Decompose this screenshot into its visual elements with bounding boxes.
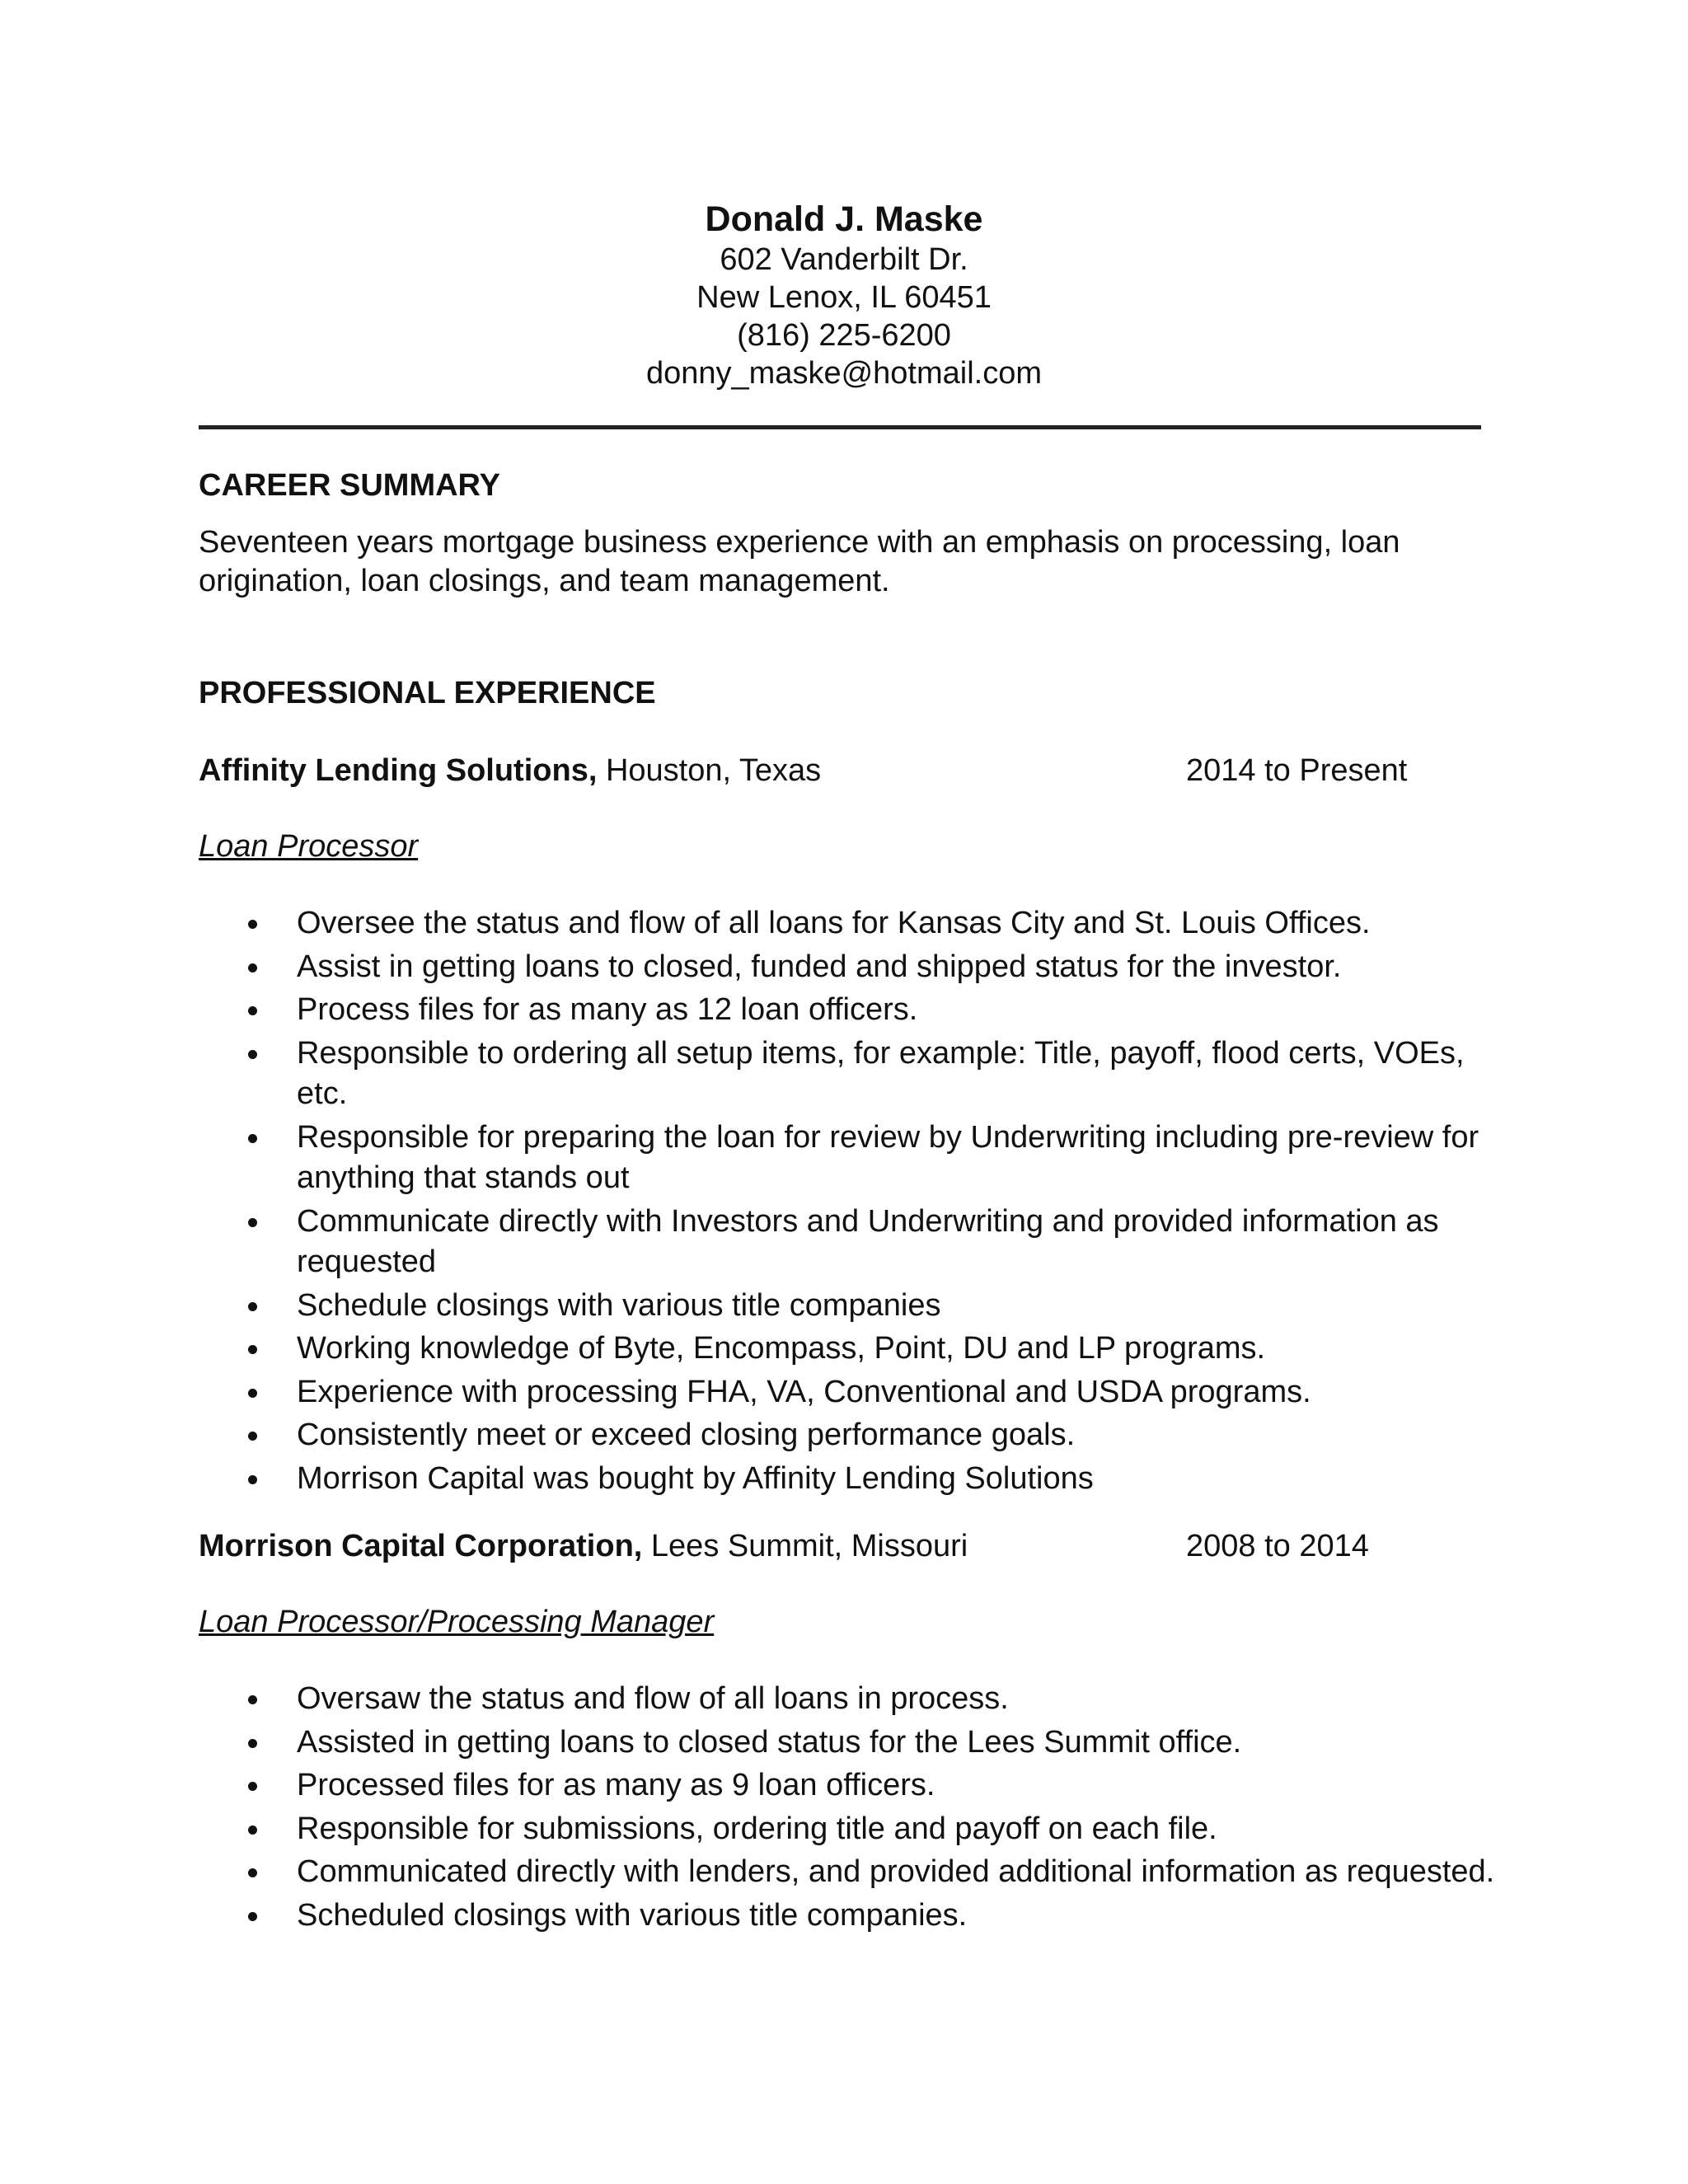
duty-list-item (199, 903, 1501, 944)
bullet-icon (248, 1695, 257, 1704)
duty-list-item (199, 1329, 1501, 1370)
bullet-icon (248, 1782, 257, 1791)
duty-list-item (199, 1033, 1501, 1115)
bullet-icon (248, 1134, 257, 1143)
duty-text: Responsible for preparing the loan for review by Underwriting including pre-review for anything that stands out (297, 1119, 1479, 1195)
duty-text: Responsible to ordering all setup items, for example: Title, payoff, flood certs, VOEs, etc. (297, 1035, 1465, 1111)
address-line-1: 602 Vanderbilt Dr. (720, 242, 968, 277)
bullet-icon (248, 1218, 257, 1227)
duty-text: Schedule closings with various title companies (297, 1287, 941, 1323)
duty-list-item (199, 1852, 1501, 1893)
duty-text: Processed files for as many as 9 loan officers. (297, 1768, 935, 1802)
career-summary-heading: CAREER SUMMARY (199, 468, 500, 503)
bullet-icon (248, 1345, 257, 1354)
career-summary-text: Seventeen years mortgage business experience with an emphasis on processing, loan origination, loan closings, and team management. (199, 525, 1400, 598)
duty-list-item (199, 1896, 1501, 1937)
duty-list-item (199, 1372, 1501, 1413)
address-line-2: New Lenox, IL 60451 (696, 280, 992, 315)
duty-list-item (199, 1415, 1501, 1456)
bullet-icon (248, 1302, 257, 1311)
job-header (199, 1527, 1517, 1565)
bullet-icon (248, 963, 257, 972)
company-name: Morrison Capital Corporation, (199, 1529, 643, 1563)
duty-text: Communicated directly with lenders, and provided additional information as requested. (297, 1854, 1495, 1889)
company-name: Affinity Lending Solutions, (199, 753, 598, 788)
duty-list-item (199, 990, 1501, 1031)
company-location: Lees Summit, Missouri (642, 1529, 968, 1563)
bullet-icon (248, 1050, 257, 1059)
duty-text: Working knowledge of Byte, Encompass, Point, DU and LP programs. (297, 1331, 1266, 1366)
email-address: donny_maske@hotmail.com (645, 356, 1042, 391)
duty-list-item (199, 947, 1501, 988)
duty-text: Process files for as many as 12 loan officers. (297, 992, 918, 1027)
bullet-icon (248, 1432, 257, 1441)
duty-list-item (199, 1679, 1501, 1720)
duty-list-item (199, 1118, 1501, 1199)
job-role: Loan Processor/Processing Manager (199, 1605, 715, 1639)
duty-text: Morrison Capital was bought by Affinity Lending Solutions (297, 1460, 1094, 1496)
duty-text: Oversaw the status and flow of all loans in process. (297, 1681, 1009, 1716)
job-dates: 2008 to 2014 (1186, 1529, 1369, 1563)
phone-number: (816) 225-6200 (737, 318, 951, 353)
resume-header (0, 198, 1688, 392)
bullet-icon (248, 1389, 257, 1398)
bullet-icon (248, 1912, 257, 1921)
duty-text: Assist in getting loans to closed, funded and shipped status for the investor. (297, 949, 1342, 984)
job-duties-list (199, 1679, 1501, 1938)
header-divider (199, 425, 1481, 429)
duty-text: Experience with processing FHA, VA, Conventional and USDA programs. (297, 1374, 1311, 1409)
duty-text: Scheduled closings with various title companies. (297, 1897, 968, 1933)
applicant-name: Donald J. Maske (705, 199, 983, 239)
duty-text: Consistently meet or exceed closing performance goals. (297, 1418, 1076, 1452)
job-role: Loan Processor (199, 829, 419, 864)
job-header (199, 752, 1517, 790)
bullet-icon (248, 1475, 257, 1484)
duty-text: Oversee the status and flow of all loans for Kansas City and St. Louis Offices. (297, 906, 1371, 940)
duty-list-item (199, 1809, 1501, 1850)
duty-text: Responsible for submissions, ordering title and payoff on each file. (297, 1811, 1217, 1846)
job-dates: 2014 to Present (1186, 753, 1408, 788)
duty-list-item (199, 1722, 1501, 1764)
professional-experience-heading: PROFESSIONAL EXPERIENCE (199, 676, 656, 710)
duty-list-item (199, 1459, 1501, 1500)
duty-list-item (199, 1202, 1501, 1283)
company-location: Houston, Texas (597, 753, 822, 788)
bullet-icon (248, 1825, 257, 1835)
duty-text: Assisted in getting loans to closed status for the Lees Summit office. (297, 1724, 1242, 1760)
job-duties-list (199, 903, 1501, 1502)
duty-list-item (199, 1286, 1501, 1327)
bullet-icon (248, 1006, 257, 1015)
bullet-icon (248, 1868, 257, 1877)
duty-text: Communicate directly with Investors and Underwriting and provided information as requested (297, 1203, 1439, 1279)
bullet-icon (248, 920, 257, 929)
duty-list-item (199, 1765, 1501, 1807)
bullet-icon (248, 1739, 257, 1748)
